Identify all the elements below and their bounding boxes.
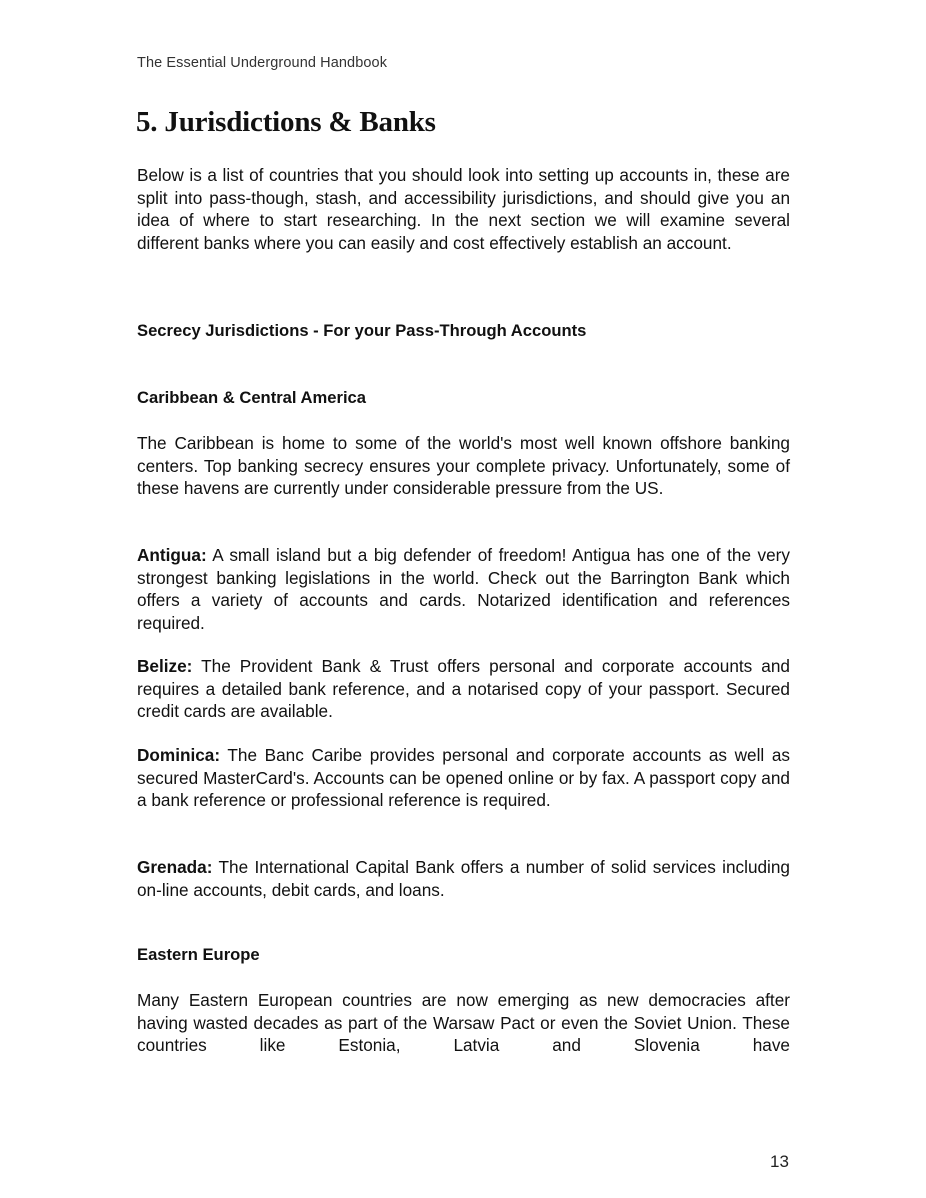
region-heading-caribbean: Caribbean & Central America bbox=[137, 388, 367, 407]
caribbean-intro-paragraph: The Caribbean is home to some of the world's most well known offshore banking centers. Top banking secrecy ensures your complete privacy. Unfortunately, some of these havens are currently under considerable pressure from the US. bbox=[137, 433, 790, 499]
country-entry-belize bbox=[137, 655, 790, 723]
country-label: Belize: bbox=[137, 656, 193, 676]
eastern-europe-intro-paragraph: Many Eastern European countries are now emerging as new democracies after having wasted decades as part of the Warsaw Pact or even the Soviet Union. These countries like Estonia, Latvia and Slovenia have bbox=[137, 990, 790, 1056]
country-label: Grenada: bbox=[137, 857, 213, 877]
country-entry-grenada bbox=[137, 856, 790, 901]
section-heading: Secrecy Jurisdictions - For your Pass-Through Accounts bbox=[137, 321, 587, 340]
country-description: The Banc Caribe provides personal and corporate accounts as well as secured MasterCard's. Accounts can be opened online or by fax. A passport copy and a bank reference or professional reference is required. bbox=[137, 745, 790, 811]
chapter-title: 5. Jurisdictions & Banks bbox=[136, 106, 436, 138]
page-number: 13 bbox=[770, 1152, 789, 1171]
country-description: The International Capital Bank offers a number of solid services including on-line accounts, debit cards, and loans. bbox=[137, 857, 790, 900]
intro-paragraph: Below is a list of countries that you should look into setting up accounts in, these are split into pass-though, stash, and accessibility jurisdictions, and should give you an idea of where to start researching. In the next section we will examine several different banks where you can easily and cost effectively establish an account. bbox=[137, 165, 790, 253]
country-label: Antigua: bbox=[137, 545, 207, 565]
country-label: Dominica: bbox=[137, 745, 221, 765]
region-heading-eastern-europe: Eastern Europe bbox=[137, 945, 260, 964]
country-entry-dominica bbox=[137, 744, 790, 812]
country-description: A small island but a big defender of freedom! Antigua has one of the very strongest banking legislations in the world. Check out the Barrington Bank which offers a variety of accounts and cards. Notarized identification and references required. bbox=[137, 545, 790, 633]
running-header: The Essential Underground Handbook bbox=[137, 55, 388, 71]
country-entry-antigua bbox=[137, 544, 790, 634]
country-description: The Provident Bank & Trust offers personal and corporate accounts and requires a detailed bank reference, and a notarised copy of your passport. Secured credit cards are available. bbox=[137, 656, 790, 722]
